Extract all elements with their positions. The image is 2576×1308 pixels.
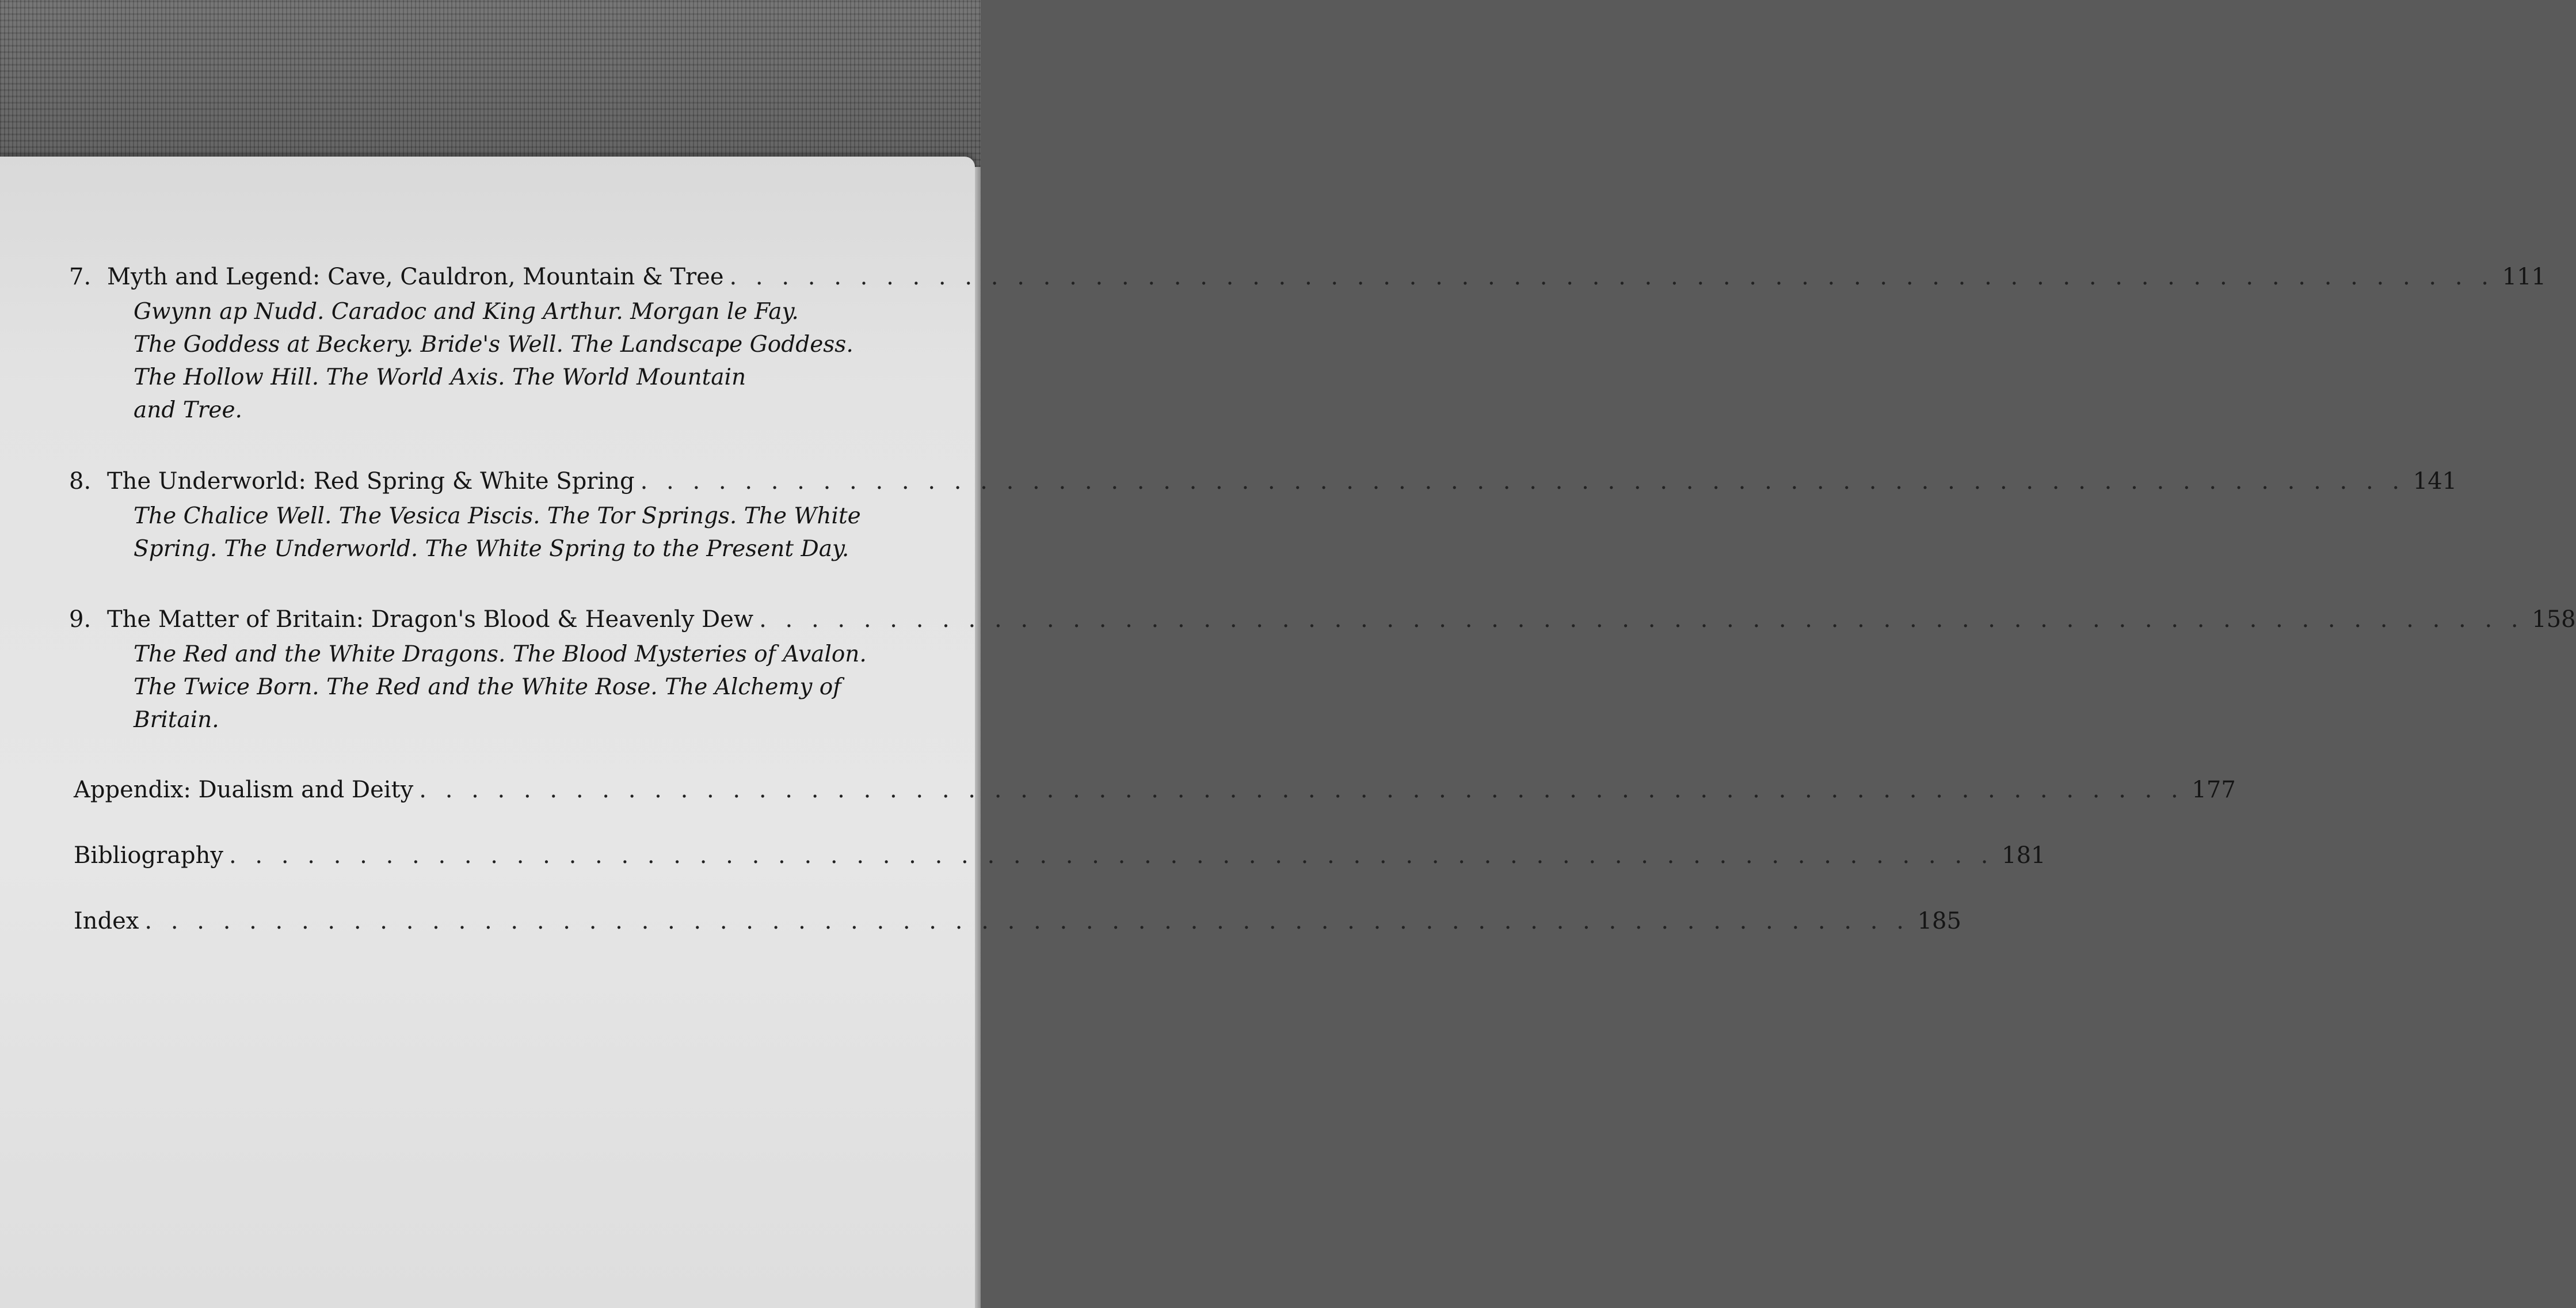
dot-leader: . . . . . . . . . . . . . . . . . . . . . . . . . . . . . . . . . . . . . . . . . . . . . . . . . . . . . . . . . . . . . . . . . . . . bbox=[229, 842, 1994, 869]
page-number: 111 bbox=[2502, 264, 2546, 290]
chapter-subtopics bbox=[134, 638, 882, 736]
entry-title: Appendix: Dualism and Deity bbox=[74, 777, 414, 803]
chapter-title: The Matter of Britain: Dragon's Blood & Heavenly Dew bbox=[107, 606, 754, 633]
toc-entry-index[interactable] bbox=[74, 906, 1961, 936]
toc-entry-heading bbox=[69, 262, 2546, 292]
dot-leader: . . . . . . . . . . . . . . . . . . . . . . . . . . . . . . . . . . . . . . . . . . . . . . . . . . . . . . . . . . . . . . . . . . . . bbox=[640, 468, 2406, 495]
subtopic-line: The Chalice Well. The Vesica Piscis. The Tor Springs. The White bbox=[134, 503, 861, 529]
subtopic-line: The Goddess at Beckery. Bride's Well. The Landscape Goddess. bbox=[134, 332, 853, 358]
chapter-number: 8. bbox=[69, 468, 92, 495]
entry-title: Bibliography bbox=[74, 842, 223, 869]
page-number: 185 bbox=[1917, 908, 1961, 934]
subtopic-line: and Tree. bbox=[134, 397, 242, 423]
toc-entry-heading bbox=[74, 841, 2046, 870]
page-number: 158 bbox=[2532, 606, 2576, 633]
dot-leader: . . . . . . . . . . . . . . . . . . . . . . . . . . . . . . . . . . . . . . . . . . . . . . . . . . . . . . . . . . . . . . . . . . . . bbox=[759, 606, 2524, 633]
chapter-title: The Underworld: Red Spring & White Spring bbox=[107, 468, 635, 495]
entry-title: Index bbox=[74, 908, 139, 934]
subtopic-line: The Hollow Hill. The World Axis. The World Mountain bbox=[134, 364, 746, 390]
dot-leader: . . . . . . . . . . . . . . . . . . . . . . . . . . . . . . . . . . . . . . . . . . . . . . . . . . . . . . . . . . . . . . . . . . . . bbox=[419, 777, 2184, 803]
dot-leader: . . . . . . . . . . . . . . . . . . . . . . . . . . . . . . . . . . . . . . . . . . . . . . . . . . . . . . . . . . . . . . . . . . . . bbox=[729, 264, 2494, 290]
toc-entry-heading bbox=[69, 604, 2576, 634]
chapter-subtopics bbox=[134, 500, 882, 565]
toc-entry-heading bbox=[74, 775, 2236, 805]
chapter-number: 7. bbox=[69, 264, 92, 290]
chapter-title: Myth and Legend: Cave, Cauldron, Mountain & Tree bbox=[107, 264, 724, 290]
page-number: 177 bbox=[2192, 777, 2236, 803]
toc-entry-bibliography[interactable] bbox=[74, 841, 2046, 870]
toc-entry-appendix[interactable] bbox=[74, 775, 2236, 805]
subtopic-line: The Red and the White Dragons. The Blood Mysteries of Avalon. bbox=[134, 641, 867, 667]
page-number: 181 bbox=[2002, 842, 2046, 869]
toc-entry-heading bbox=[74, 906, 1961, 936]
toc-entry-chapter-9[interactable] bbox=[69, 604, 2576, 736]
toc-entry-heading bbox=[69, 466, 2457, 496]
subtopic-line: Spring. The Underworld. The White Spring to the Present Day. bbox=[134, 536, 849, 562]
page-number: 141 bbox=[2413, 468, 2457, 495]
subtopic-line: Britain. bbox=[134, 707, 219, 733]
chapter-subtopics bbox=[134, 295, 882, 427]
dot-leader: . . . . . . . . . . . . . . . . . . . . . . . . . . . . . . . . . . . . . . . . . . . . . . . . . . . . . . . . . . . . . . . . . . . . bbox=[144, 908, 1910, 934]
toc-entry-chapter-8[interactable] bbox=[69, 466, 2457, 565]
subtopic-line: Gwynn ap Nudd. Caradoc and King Arthur. Morgan le Fay. bbox=[134, 299, 799, 325]
toc-entry-chapter-7[interactable] bbox=[69, 262, 2546, 427]
chapter-number: 9. bbox=[69, 606, 92, 633]
subtopic-line: The Twice Born. The Red and the White Rose. The Alchemy of bbox=[134, 674, 841, 700]
